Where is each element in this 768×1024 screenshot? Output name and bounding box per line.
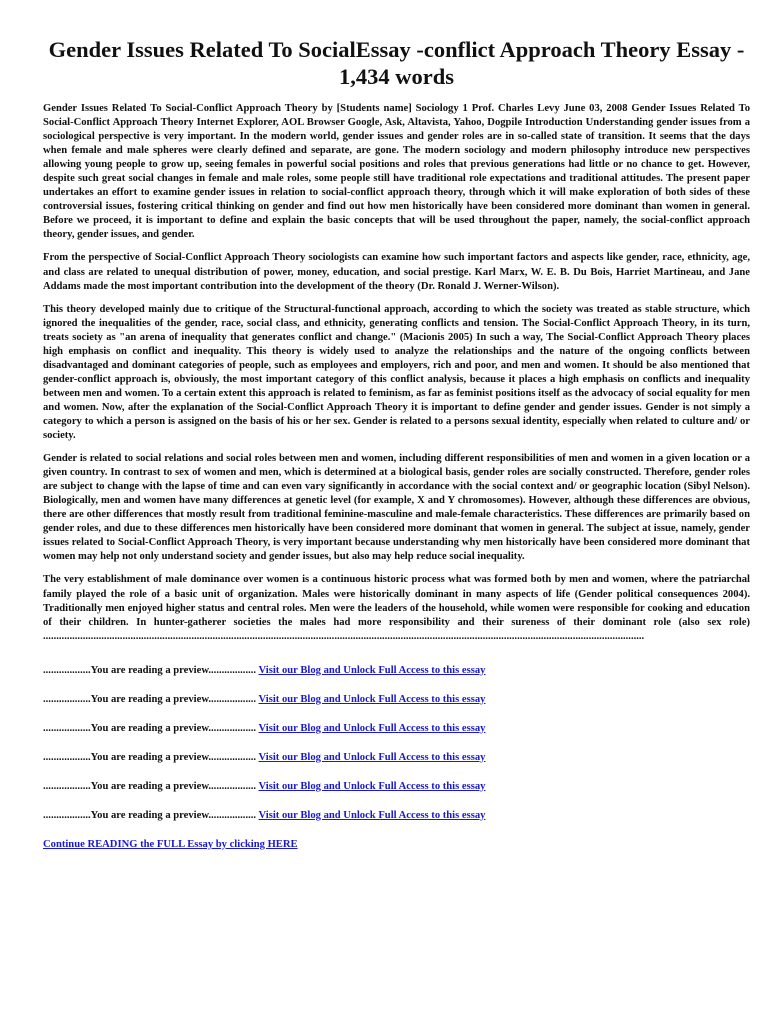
preview-notice: ..................You are reading a preview.................. bbox=[43, 780, 257, 792]
unlock-essay-link[interactable]: Visit our Blog and Unlock Full Access to this essay bbox=[258, 780, 486, 792]
preview-row bbox=[43, 780, 750, 794]
paragraph-dominance: The very establishment of male dominance over women is a continuous historic process what was formed both by men and women, where the patriarchal family played the role of a basic unit of organization. Males were historically dominant in many aspects of life (Gender political consequences 2004). Traditionally men enjoyed higher status and central roles. Men were the leaders of the household, while women were responsible for cooking and education of their children. In hunter-gatherer societies the males had more responsibility and their sureness of their dominant role (also sex role) bbox=[43, 574, 750, 628]
continue-reading bbox=[43, 838, 750, 852]
preview-row bbox=[43, 664, 750, 678]
unlock-essay-link[interactable]: Visit our Blog and Unlock Full Access to this essay bbox=[258, 809, 486, 821]
paragraph-perspective: From the perspective of Social-Conflict Approach Theory sociologists can examine how such important factors and aspects like gender, race, ethnicity, age, and class are related to unequal distribution of power, money, education, and social prestige. Karl Marx, W. E. B. Du Bois, Harriet Martineau, and Jane Addams made the most important contribution into the development of the theory (Dr. Ronald J. Werner-Wilson). bbox=[43, 252, 750, 292]
truncation-dots: ................................................................................................................................................................................................................................... bbox=[43, 630, 645, 642]
unlock-essay-link[interactable]: Visit our Blog and Unlock Full Access to this essay bbox=[258, 693, 486, 705]
preview-row bbox=[43, 693, 750, 707]
preview-notice: ..................You are reading a preview.................. bbox=[43, 664, 257, 676]
preview-notice: ..................You are reading a preview.................. bbox=[43, 693, 257, 705]
paragraph-gender: Gender is related to social relations and social roles between men and women, including different responsibilities of men and women in a given location or a given country. In contrast to sex of women and men, which is determined at a biological basis, gender roles are socially constructed. Therefore, gender roles are subject to change with the lapse of time and can even vary significantly in accordance with the social context and/ or geographic location (Sibyl Nelson). Biologically, men and women have many differences at genetic level (for example, X and Y chromosomes). However, although these differences are obvious, there are other differences that mostly result from traditional feminine-masculine and male-female characteristics. These differences are primarily based on gender roles, and due to these differences men historically have been considered more dominant that women in general. The subject at issue, namely, gender issues related to Social-Conflict Approach Theory, is very important because understanding why men historically have been considered more dominant that women may help not only understand society and gender issues, but also may help reduce social inequality. bbox=[43, 453, 750, 563]
preview-list bbox=[43, 664, 750, 823]
unlock-essay-link[interactable]: Visit our Blog and Unlock Full Access to this essay bbox=[258, 722, 486, 734]
unlock-essay-link[interactable]: Visit our Blog and Unlock Full Access to this essay bbox=[258, 751, 486, 763]
preview-notice: ..................You are reading a preview.................. bbox=[43, 751, 257, 763]
essay-title: Gender Issues Related To SocialEssay -conflict Approach Theory Essay - 1,434 words bbox=[48, 37, 745, 89]
unlock-essay-link[interactable]: Visit our Blog and Unlock Full Access to this essay bbox=[258, 664, 486, 676]
preview-row bbox=[43, 722, 750, 736]
preview-notice: ..................You are reading a preview.................. bbox=[43, 809, 257, 821]
preview-row bbox=[43, 809, 750, 823]
continue-reading-link[interactable]: Continue READING the FULL Essay by clicking HERE bbox=[43, 838, 298, 850]
preview-notice: ..................You are reading a preview.................. bbox=[43, 722, 257, 734]
paragraph-theory: This theory developed mainly due to critique of the Structural-functional approach, according to which the society was treated as stable structure, which ignored the inequalities of the gender, race, social class, and ethnicity, generating conflicts and tension. The Social-Conflict Approach Theory, in its turn, treats society as "an arena of inequality that generates conflict and change." (Macionis 2005) In such a way, The Social-Conflict Approach Theory places high emphasis on conflict and inequality. This theory is widely used to analyze the relationships and the nature of the ongoing conflicts between disadvantaged and dominant categories of people, such as employees and employers, rich and poor, and men and women. It should be also mentioned that gender-conflict approach is, obviously, the most important category of this conflict analysis, because it places a high emphasis on conflicts and inequality between men and women. To a certain extent this approach is related to feminism, as far as feminist positions itself as the advocacy of social equality for men and women. Now, after the explanation of the Social-Conflict Approach Theory it is important to define gender and gender issues. Gender is not simply a category to which a person is assigned on the basis of his or her sex. Gender is related to a persons sexual identity, especially when related to culture and/ or society. bbox=[43, 303, 750, 442]
paragraph-intro: Gender Issues Related To Social-Conflict Approach Theory by [Students name] Sociology 1 Prof. Charles Levy June 03, 2008 Gender Issues Related To Social-Conflict Approach Theory Internet Explorer, AOL Browser Google, Ask, Altavista, Yahoo, Dogpile Introduction Understanding gender issues from a sociological perspective is very important. In the modern world, gender issues and gender roles are in so-called state of transition. It seems that the days when female and male spheres were clearly defined and separate, are gone. The modern sociology and modern philosophy introduce new perspectives allowing young people to grow up, seeing females in powerful social positions and roles that previous generations had little or no chance to get. However, despite such great social changes in female and male roles, some people still have traditional role expectations and traditional attitudes. The present paper undertakes an effort to examine gender issues in relation to social-conflict approach theory, through which it will make exploration of both sides of these controversial issues, fostering critical thinking on gender and find out how men historically have been considered more dominant than women in general. Before we proceed, it is important to define and explain the basic concepts that will be used throughout the paper, namely, the social-conflict approach theory, gender issues, and gender. bbox=[43, 103, 750, 241]
preview-row bbox=[43, 751, 750, 765]
